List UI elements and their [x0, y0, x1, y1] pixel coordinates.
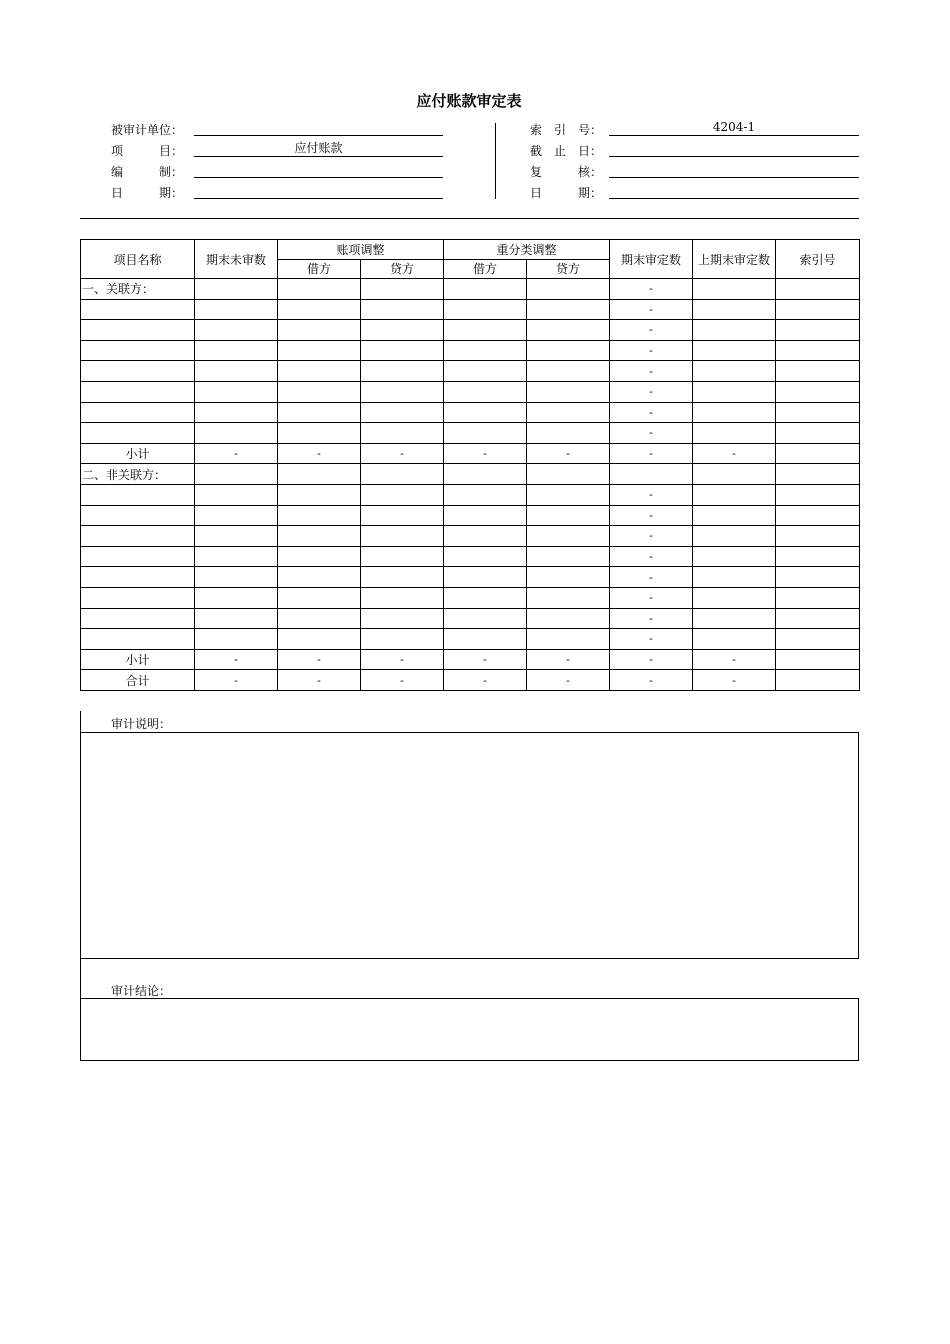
- table-row: [81, 320, 860, 341]
- col-reclass-adjustment: 重分类调整: [444, 240, 610, 260]
- index-cell[interactable]: [776, 381, 860, 402]
- item-input[interactable]: 应付账款: [194, 140, 443, 157]
- table-row: [81, 587, 860, 608]
- item-name-cell[interactable]: 一、关联方：: [81, 279, 195, 300]
- unaudited-cell[interactable]: [195, 423, 278, 444]
- reviewer-field: [530, 161, 859, 181]
- reclass-debit-cell[interactable]: [444, 361, 527, 382]
- reclass-credit-cell[interactable]: [527, 608, 610, 629]
- reviewer-input[interactable]: [609, 161, 859, 178]
- adj-debit-cell[interactable]: [278, 299, 361, 320]
- item-name-cell[interactable]: [81, 320, 195, 341]
- adj-debit-cell[interactable]: [278, 320, 361, 341]
- adj-debit-cell[interactable]: [278, 402, 361, 423]
- reclass-credit-cell[interactable]: [527, 402, 610, 423]
- table-row: [81, 546, 860, 567]
- prior-audited-cell[interactable]: -: [693, 649, 776, 670]
- adj-debit-cell[interactable]: [278, 526, 361, 547]
- item-name-cell[interactable]: [81, 526, 195, 547]
- reclass-debit-cell[interactable]: -: [444, 649, 527, 670]
- audited-cell[interactable]: -: [610, 443, 693, 464]
- adj-credit-cell[interactable]: [361, 402, 444, 423]
- reclass-debit-cell[interactable]: [444, 402, 527, 423]
- reclass-credit-cell[interactable]: -: [527, 670, 610, 691]
- prepared-date-input[interactable]: [194, 182, 443, 199]
- adj-credit-cell[interactable]: [361, 505, 444, 526]
- unaudited-cell[interactable]: [195, 381, 278, 402]
- index-cell[interactable]: [776, 608, 860, 629]
- unaudited-cell[interactable]: -: [195, 443, 278, 464]
- prior-audited-cell[interactable]: [693, 526, 776, 547]
- cutoff-date-field: [530, 140, 859, 160]
- index-cell[interactable]: [776, 464, 860, 485]
- item-name-cell[interactable]: [81, 423, 195, 444]
- audited-cell[interactable]: -: [610, 587, 693, 608]
- reclass-debit-cell[interactable]: [444, 587, 527, 608]
- audited-cell[interactable]: -: [610, 608, 693, 629]
- reclass-debit-cell[interactable]: [444, 608, 527, 629]
- reclass-debit-cell[interactable]: [444, 381, 527, 402]
- item-field: [111, 140, 443, 160]
- index-cell[interactable]: [776, 361, 860, 382]
- prior-audited-cell[interactable]: -: [693, 670, 776, 691]
- audited-cell[interactable]: -: [610, 320, 693, 341]
- reclass-debit-cell[interactable]: [444, 279, 527, 300]
- subtotal-row: [81, 649, 860, 670]
- audited-cell[interactable]: -: [610, 629, 693, 650]
- reclass-credit-cell[interactable]: [527, 546, 610, 567]
- index-cell[interactable]: [776, 546, 860, 567]
- unaudited-cell[interactable]: [195, 299, 278, 320]
- prepared-by-label: 编 制：: [111, 165, 184, 179]
- col-reclass-credit: 贷方: [527, 259, 610, 279]
- index-no-field: [530, 119, 859, 139]
- adj-debit-cell[interactable]: [278, 608, 361, 629]
- audit-conclusion-box[interactable]: [80, 998, 859, 1061]
- audited-cell[interactable]: -: [610, 526, 693, 547]
- audited-cell[interactable]: [610, 464, 693, 485]
- reclass-credit-cell[interactable]: -: [527, 443, 610, 464]
- adj-debit-cell[interactable]: -: [278, 670, 361, 691]
- audited-cell[interactable]: -: [610, 402, 693, 423]
- adj-credit-cell[interactable]: [361, 340, 444, 361]
- reclass-credit-cell[interactable]: [527, 587, 610, 608]
- reclass-debit-cell[interactable]: [444, 340, 527, 361]
- index-cell[interactable]: [776, 320, 860, 341]
- item-name-cell[interactable]: [81, 484, 195, 505]
- adj-debit-cell[interactable]: -: [278, 649, 361, 670]
- audited-entity-label: 被审计单位：: [111, 123, 184, 137]
- prior-audited-cell[interactable]: [693, 464, 776, 485]
- adj-debit-cell[interactable]: [278, 423, 361, 444]
- page-title: 应付账款审定表: [416, 92, 522, 110]
- col-item-name: 项目名称: [81, 240, 195, 279]
- audited-cell[interactable]: -: [610, 649, 693, 670]
- adj-credit-cell[interactable]: [361, 423, 444, 444]
- audited-cell[interactable]: -: [610, 299, 693, 320]
- item-name-cell[interactable]: [81, 629, 195, 650]
- index-cell[interactable]: [776, 402, 860, 423]
- prepared-by-field: [111, 161, 443, 181]
- unaudited-cell[interactable]: [195, 567, 278, 588]
- audit-conclusion-label: 审计结论：: [111, 984, 172, 998]
- unaudited-cell[interactable]: [195, 629, 278, 650]
- reclass-credit-cell[interactable]: [527, 629, 610, 650]
- item-name-cell[interactable]: [81, 340, 195, 361]
- prepared-date-label: 日 期：: [111, 186, 184, 200]
- table-row: [81, 361, 860, 382]
- table-row: [81, 299, 860, 320]
- adj-credit-cell[interactable]: [361, 608, 444, 629]
- prepared-date-field: [111, 182, 443, 202]
- reclass-credit-cell[interactable]: [527, 505, 610, 526]
- adj-credit-cell[interactable]: [361, 279, 444, 300]
- adj-debit-cell[interactable]: [278, 546, 361, 567]
- unaudited-cell[interactable]: [195, 320, 278, 341]
- adj-credit-cell[interactable]: [361, 629, 444, 650]
- adj-credit-cell[interactable]: [361, 381, 444, 402]
- section-header-row: [81, 464, 860, 485]
- table-row: [81, 423, 860, 444]
- reclass-debit-cell[interactable]: [444, 505, 527, 526]
- unaudited-cell[interactable]: [195, 279, 278, 300]
- audited-cell[interactable]: -: [610, 279, 693, 300]
- adj-credit-cell[interactable]: [361, 361, 444, 382]
- reclass-debit-cell[interactable]: [444, 567, 527, 588]
- adj-debit-cell[interactable]: [278, 464, 361, 485]
- prior-audited-cell[interactable]: -: [693, 443, 776, 464]
- audited-cell[interactable]: -: [610, 381, 693, 402]
- subtotal-row: [81, 443, 860, 464]
- adj-credit-cell[interactable]: [361, 320, 444, 341]
- cutoff-date-input[interactable]: [609, 140, 859, 157]
- reclass-credit-cell[interactable]: [527, 526, 610, 547]
- reclass-debit-cell[interactable]: -: [444, 443, 527, 464]
- item-name-cell[interactable]: [81, 587, 195, 608]
- unaudited-cell[interactable]: [195, 361, 278, 382]
- audited-cell[interactable]: -: [610, 505, 693, 526]
- adj-credit-cell[interactable]: [361, 546, 444, 567]
- prior-audited-cell[interactable]: [693, 381, 776, 402]
- adj-debit-cell[interactable]: [278, 629, 361, 650]
- reviewer-label: 复 核：: [530, 165, 603, 179]
- adj-debit-cell[interactable]: [278, 587, 361, 608]
- audited-cell[interactable]: -: [610, 670, 693, 691]
- unaudited-cell[interactable]: [195, 484, 278, 505]
- prior-audited-cell[interactable]: [693, 320, 776, 341]
- adj-debit-cell[interactable]: [278, 381, 361, 402]
- item-name-cell[interactable]: 小计: [81, 649, 195, 670]
- audited-cell[interactable]: -: [610, 423, 693, 444]
- unaudited-cell[interactable]: [195, 587, 278, 608]
- table-row: [81, 484, 860, 505]
- index-cell[interactable]: [776, 423, 860, 444]
- adj-debit-cell[interactable]: [278, 505, 361, 526]
- header-divider: [495, 123, 496, 199]
- col-index: 索引号: [776, 240, 860, 279]
- index-no-label: 索 引 号：: [530, 123, 603, 137]
- item-name-cell[interactable]: [81, 546, 195, 567]
- table-row: [81, 340, 860, 361]
- adj-debit-cell[interactable]: -: [278, 443, 361, 464]
- audited-cell[interactable]: -: [610, 340, 693, 361]
- adj-credit-cell[interactable]: [361, 526, 444, 547]
- index-cell[interactable]: [776, 587, 860, 608]
- col-unaudited: 期末未审数: [195, 240, 278, 279]
- prior-audited-cell[interactable]: [693, 340, 776, 361]
- index-cell[interactable]: [776, 649, 860, 670]
- col-account-adjustment: 账项调整: [278, 240, 444, 260]
- index-cell[interactable]: [776, 279, 860, 300]
- notes-left-rule-2: [80, 958, 81, 999]
- review-date-input[interactable]: [609, 182, 859, 199]
- audit-explanation-box[interactable]: [80, 732, 859, 959]
- adj-debit-cell[interactable]: [278, 361, 361, 382]
- reclass-credit-cell[interactable]: [527, 279, 610, 300]
- adj-debit-cell[interactable]: [278, 340, 361, 361]
- prior-audited-cell[interactable]: [693, 299, 776, 320]
- reclass-credit-cell[interactable]: -: [527, 649, 610, 670]
- unaudited-cell[interactable]: [195, 526, 278, 547]
- item-label: 项 目：: [111, 144, 184, 158]
- table-row: [81, 402, 860, 423]
- table-body: [81, 279, 860, 691]
- reclass-debit-cell[interactable]: [444, 299, 527, 320]
- reclass-credit-cell[interactable]: [527, 423, 610, 444]
- prior-audited-cell[interactable]: [693, 402, 776, 423]
- adj-credit-cell[interactable]: [361, 464, 444, 485]
- prior-audited-cell[interactable]: [693, 505, 776, 526]
- review-date-label: 日 期：: [530, 186, 603, 200]
- col-reclass-debit: 借方: [444, 259, 527, 279]
- reclass-credit-cell[interactable]: [527, 320, 610, 341]
- prior-audited-cell[interactable]: [693, 587, 776, 608]
- index-no-input[interactable]: 4204-1: [609, 119, 859, 136]
- unaudited-cell[interactable]: [195, 608, 278, 629]
- adj-credit-cell[interactable]: -: [361, 443, 444, 464]
- index-cell[interactable]: [776, 670, 860, 691]
- notes-left-rule: [80, 711, 81, 733]
- unaudited-cell[interactable]: [195, 464, 278, 485]
- col-adj-credit: 贷方: [361, 259, 444, 279]
- index-cell[interactable]: [776, 340, 860, 361]
- adj-credit-cell[interactable]: -: [361, 670, 444, 691]
- table-row: [81, 505, 860, 526]
- reclass-credit-cell[interactable]: [527, 340, 610, 361]
- reclass-debit-cell[interactable]: [444, 484, 527, 505]
- reclass-debit-cell[interactable]: [444, 423, 527, 444]
- reclass-debit-cell[interactable]: [444, 320, 527, 341]
- reclass-credit-cell[interactable]: [527, 567, 610, 588]
- unaudited-cell[interactable]: -: [195, 670, 278, 691]
- item-name-cell[interactable]: 二、非关联方：: [81, 464, 195, 485]
- reclass-debit-cell[interactable]: [444, 629, 527, 650]
- item-name-cell[interactable]: [81, 402, 195, 423]
- index-cell[interactable]: [776, 567, 860, 588]
- reclass-debit-cell[interactable]: [444, 464, 527, 485]
- adj-debit-cell[interactable]: [278, 484, 361, 505]
- adj-credit-cell[interactable]: [361, 587, 444, 608]
- adj-credit-cell[interactable]: -: [361, 649, 444, 670]
- audited-cell[interactable]: -: [610, 361, 693, 382]
- adj-credit-cell[interactable]: [361, 484, 444, 505]
- index-cell[interactable]: [776, 526, 860, 547]
- section-header-row: [81, 279, 860, 300]
- reclass-credit-cell[interactable]: [527, 299, 610, 320]
- prior-audited-cell[interactable]: [693, 279, 776, 300]
- prior-audited-cell[interactable]: [693, 546, 776, 567]
- unaudited-cell[interactable]: [195, 340, 278, 361]
- unaudited-cell[interactable]: [195, 546, 278, 567]
- reclass-debit-cell[interactable]: [444, 526, 527, 547]
- review-date-field: [530, 182, 859, 202]
- prior-audited-cell[interactable]: [693, 484, 776, 505]
- reclass-debit-cell[interactable]: [444, 546, 527, 567]
- audited-entity-input[interactable]: [194, 119, 443, 136]
- header-rule: [80, 218, 859, 219]
- table-row: [81, 381, 860, 402]
- item-name-cell[interactable]: 合计: [81, 670, 195, 691]
- table-row: [81, 567, 860, 588]
- item-name-cell[interactable]: [81, 567, 195, 588]
- adj-debit-cell[interactable]: [278, 567, 361, 588]
- index-cell[interactable]: [776, 505, 860, 526]
- prior-audited-cell[interactable]: [693, 423, 776, 444]
- unaudited-cell[interactable]: [195, 402, 278, 423]
- audited-entity-field: [111, 119, 443, 139]
- item-name-cell[interactable]: [81, 299, 195, 320]
- prior-audited-cell[interactable]: [693, 629, 776, 650]
- adj-credit-cell[interactable]: [361, 567, 444, 588]
- table-row: [81, 608, 860, 629]
- item-name-cell[interactable]: [81, 608, 195, 629]
- audit-explanation-label: 审计说明：: [111, 717, 172, 731]
- cutoff-date-label: 截 止 日：: [530, 144, 603, 158]
- audit-table: [80, 239, 860, 691]
- reclass-credit-cell[interactable]: [527, 464, 610, 485]
- adj-debit-cell[interactable]: [278, 279, 361, 300]
- col-prior-audited: 上期末审定数: [693, 240, 776, 279]
- prior-audited-cell[interactable]: [693, 567, 776, 588]
- unaudited-cell[interactable]: -: [195, 649, 278, 670]
- reclass-credit-cell[interactable]: [527, 381, 610, 402]
- audited-cell[interactable]: -: [610, 567, 693, 588]
- col-adj-debit: 借方: [278, 259, 361, 279]
- col-audited: 期末审定数: [610, 240, 693, 279]
- prior-audited-cell[interactable]: [693, 608, 776, 629]
- table-row: [81, 526, 860, 547]
- unaudited-cell[interactable]: [195, 505, 278, 526]
- audited-cell[interactable]: -: [610, 484, 693, 505]
- adj-credit-cell[interactable]: [361, 299, 444, 320]
- reclass-debit-cell[interactable]: -: [444, 670, 527, 691]
- table-row: [81, 629, 860, 650]
- prior-audited-cell[interactable]: [693, 361, 776, 382]
- item-name-cell[interactable]: [81, 361, 195, 382]
- reclass-credit-cell[interactable]: [527, 484, 610, 505]
- prepared-by-input[interactable]: [194, 161, 443, 178]
- audited-cell[interactable]: -: [610, 546, 693, 567]
- reclass-credit-cell[interactable]: [527, 361, 610, 382]
- index-cell[interactable]: [776, 484, 860, 505]
- index-cell[interactable]: [776, 299, 860, 320]
- item-name-cell[interactable]: [81, 381, 195, 402]
- item-name-cell[interactable]: [81, 505, 195, 526]
- index-cell[interactable]: [776, 629, 860, 650]
- total-row: [81, 670, 860, 691]
- item-name-cell[interactable]: 小计: [81, 443, 195, 464]
- index-cell[interactable]: [776, 443, 860, 464]
